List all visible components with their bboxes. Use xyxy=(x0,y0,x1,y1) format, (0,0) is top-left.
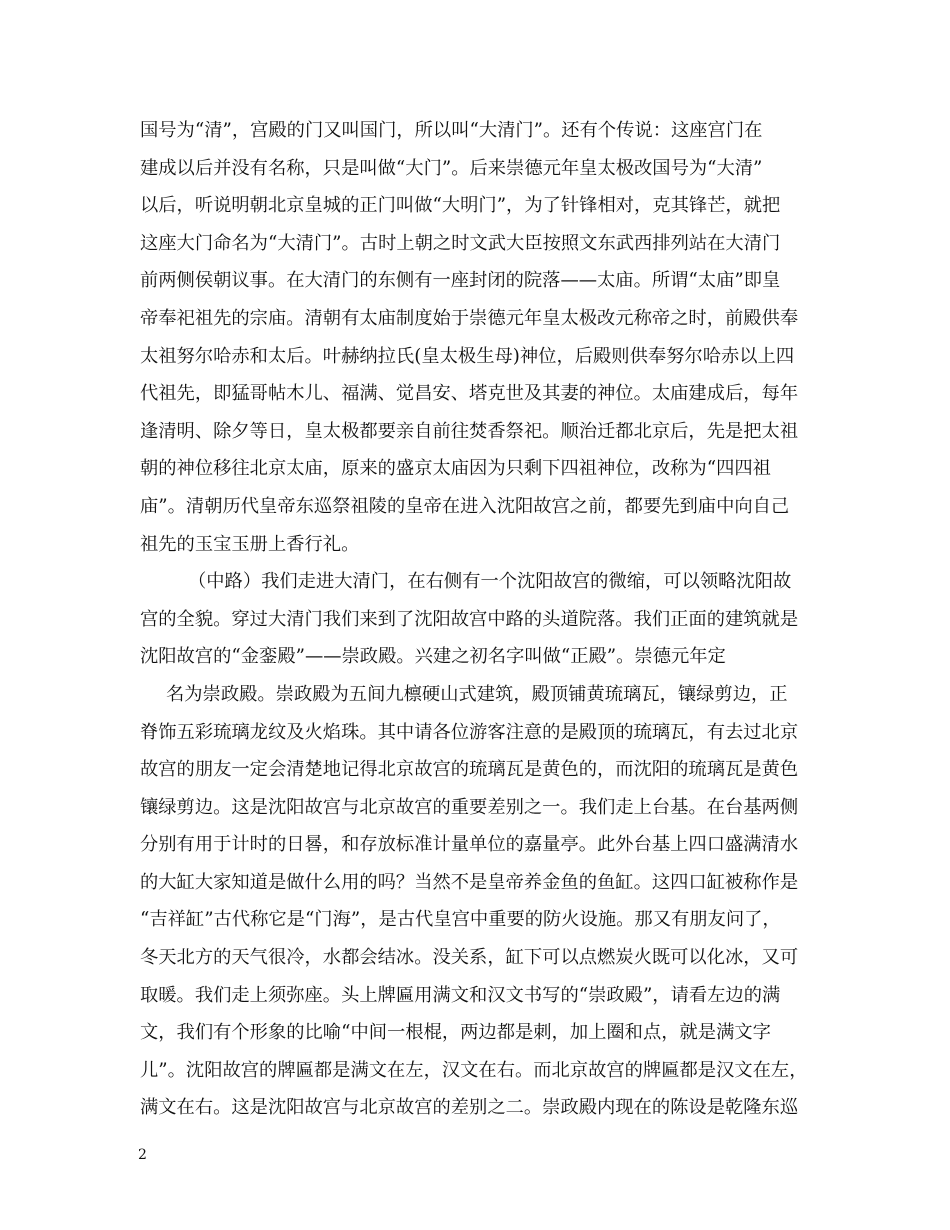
text-line: 这座大门命名为“大清门”。古时上朝之时文武大臣按照文东武西排列站在大清门 xyxy=(140,232,781,254)
text-line: 分别有用于计时的日晷，和存放标准计量单位的嘉量亭。此外台基上四口盛满清水 xyxy=(140,834,799,856)
text-line: （中路）我们走进大清门，在右侧有一个沈阳故宫的微缩，可以领略沈阳故 xyxy=(188,571,792,593)
text-line: 名为崇政殿。崇政殿为五间九檩硬山式建筑，殿顶铺黄琉璃瓦，镶绿剪边，正 xyxy=(166,683,788,705)
text-line: 朝的神位移往北京太庙，原来的盛京太庙因为只剩下四祖神位，改称为“四四祖 xyxy=(140,458,771,480)
text-line: 冬天北方的天气很冷，水都会结冰。没关系，缸下可以点燃炭火既可以化冰，又可 xyxy=(140,947,799,969)
text-line: 儿”。沈阳故宫的牌匾都是满文在左，汉文在右。而北京故宫的牌匾都是汉文在左， xyxy=(140,1059,808,1081)
text-line: 逢清明、除夕等日，皇太极都要亲自前往焚香祭祀。顺治迁都北京后，先是把太祖 xyxy=(140,420,799,442)
text-line: 国号为“清”，宫殿的门又叫国门，所以叫“大清门”。还有个传说：这座宫门在 xyxy=(140,120,763,141)
text-line: 代祖先，即猛哥帖木儿、福满、觉昌安、塔克世及其妻的神位。太庙建成后，每年 xyxy=(140,383,799,405)
text-line: “吉祥缸”古代称它是“门海”，是古代皇宫中重要的防火设施。那又有朋友问了， xyxy=(140,909,781,931)
text-line: 的大缸大家知道是做什么用的吗？当然不是皇帝养金鱼的鱼缸。这四口缸被称作是 xyxy=(140,871,799,893)
text-line: 脊饰五彩琉璃龙纹及火焰珠。其中请各位游客注意的是殿顶的琉璃瓦，有去过北京 xyxy=(140,721,799,743)
text-line: 庙”。清朝历代皇帝东巡祭祖陵的皇帝在进入沈阳故宫之前，都要先到庙中向自己 xyxy=(140,495,790,517)
text-line: 满文在右。这是沈阳故宫与北京故宫的差别之二。崇政殿内现在的陈设是乾隆东巡 xyxy=(140,1097,799,1119)
body-text xyxy=(140,112,820,1127)
text-line: 镶绿剪边。这是沈阳故宫与北京故宫的重要差别之一。我们走上台基。在台基两侧 xyxy=(140,796,799,818)
text-line: 宫的全貌。穿过大清门我们来到了沈阳故宫中路的头道院落。我们正面的建筑就是 xyxy=(140,608,799,630)
text-line: 以后，听说明朝北京皇城的正门叫做“大明门”，为了针锋相对，克其锋芒，就把 xyxy=(140,195,781,217)
text-line: 故宫的朋友一定会清楚地记得北京故宫的琉璃瓦是黄色的，而沈阳的琉璃瓦是黄色 xyxy=(140,759,799,781)
text-line: 祖先的玉宝玉册上香行礼。 xyxy=(140,533,360,555)
text-line: 文，我们有个形象的比喻“中间一根棍，两边都是刺，加上圈和点，就是满文字 xyxy=(140,1022,771,1044)
text-line: 建成以后并没有名称，只是叫做“大门”。后来崇德元年皇太极改国号为“大清” xyxy=(140,157,763,179)
text-line: 取暖。我们走上须弥座。头上牌匾用满文和汉文书写的“崇政殿”，请看左边的满 xyxy=(140,984,781,1006)
text-line: 帝奉祀祖先的宗庙。清朝有太庙制度始于崇德元年皇太极改元称帝之时，前殿供奉 xyxy=(140,307,799,329)
text-line: 沈阳故宫的“金銮殿”——崇政殿。兴建之初名字叫做“正殿”。崇德元年定 xyxy=(140,646,726,668)
page-number: 2 xyxy=(138,1147,147,1163)
text-line: 前两侧侯朝议事。在大清门的东侧有一座封闭的院落——太庙。所谓“太庙”即皇 xyxy=(140,270,781,292)
text-line: 太祖努尔哈赤和太后。叶赫纳拉氏(皇太极生母)神位，后殿则供奉努尔哈赤以上四 xyxy=(140,345,795,367)
